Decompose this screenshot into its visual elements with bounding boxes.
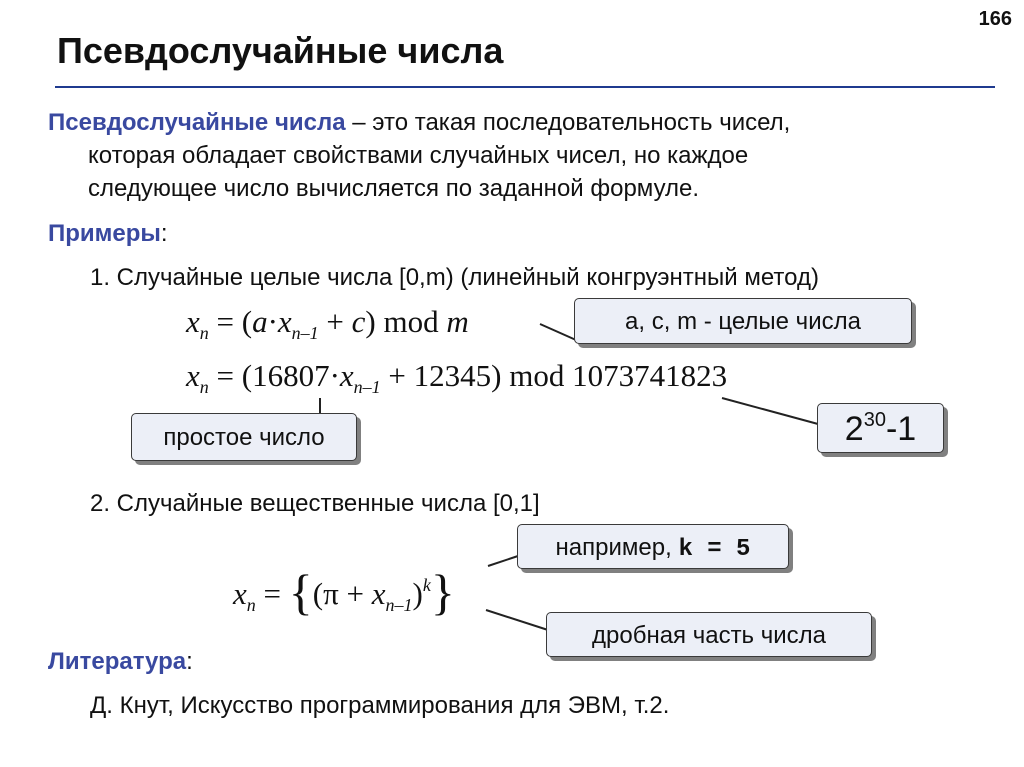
f2-x2: x: [339, 358, 354, 393]
f3-sub: n–1: [385, 595, 413, 615]
connector-example-k: [488, 556, 518, 566]
callout-prime: простое число: [131, 413, 357, 461]
f3-k: k: [422, 575, 431, 595]
power-base: 2: [844, 410, 864, 448]
f3-close: ): [412, 576, 423, 611]
f3-right-brace: }: [430, 564, 455, 620]
callout-fraction: дробная часть числа: [546, 612, 872, 657]
f1-close: ) mod: [365, 304, 447, 339]
connector-fraction: [486, 610, 548, 630]
f2-x: x: [186, 358, 200, 393]
slide-title: Псевдослучайные числа: [57, 30, 504, 71]
literature-reference: Д. Кнут, Искусство программирования для ЭВМ, т.2.: [90, 692, 670, 719]
f1-x2: x: [277, 304, 292, 339]
literature-heading: [48, 645, 193, 678]
definition-line-1: – это такая последовательность чисел,: [345, 109, 791, 136]
f1-x: x: [186, 304, 200, 339]
f1-c: c: [351, 304, 366, 339]
literature-heading-colon: :: [186, 648, 193, 675]
power-exponent: 30: [863, 409, 886, 431]
f1-m: m: [446, 304, 469, 339]
connector-integers: [540, 324, 576, 340]
f3-left-brace: {: [288, 564, 313, 620]
f1-eq: = (: [208, 304, 253, 339]
f2-sub: n–1: [353, 377, 381, 397]
f3-x: x: [233, 576, 247, 611]
callout-example-k: [517, 524, 789, 569]
example-item-integers: 1. Случайные целые числа [0,m) (линейный конгруэнтный метод): [90, 264, 819, 291]
f2-n: n: [199, 377, 209, 397]
definition-term: Псевдослучайные числа: [48, 109, 346, 136]
example-k-prefix: например,: [555, 534, 679, 561]
examples-heading-label: Примеры: [48, 220, 161, 247]
formula-real: [233, 563, 455, 621]
f3-eq: =: [255, 576, 289, 611]
callout-power: [817, 403, 944, 453]
f2-eq: = (16807·: [208, 358, 340, 393]
connector-power: [722, 398, 818, 424]
example-item-reals: 2. Случайные вещественные числа [0,1]: [90, 490, 540, 517]
definition-line-2: которая обладает свойствами случайных чисел, но каждое: [88, 142, 749, 169]
f3-open: (π +: [312, 576, 372, 611]
f1-plus: +: [318, 304, 352, 339]
f3-n: n: [246, 595, 256, 615]
definition-line-3: следующее число вычисляется по заданной формуле.: [88, 175, 700, 202]
example-k-code: k = 5: [678, 536, 751, 563]
f1-dot: ·: [267, 304, 278, 339]
f2-rest: + 12345) mod 1073741823: [380, 358, 728, 393]
examples-heading-colon: :: [160, 220, 168, 247]
f1-sub: n–1: [291, 323, 319, 343]
power-tail: -1: [885, 410, 917, 448]
callout-integers: a, c, m - целые числа: [574, 298, 912, 344]
f3-x2: x: [371, 576, 386, 611]
literature-heading-label: Литература: [48, 648, 187, 675]
f1-a: a: [252, 304, 268, 339]
f1-n: n: [199, 323, 209, 343]
page-number: 166: [978, 8, 1012, 30]
